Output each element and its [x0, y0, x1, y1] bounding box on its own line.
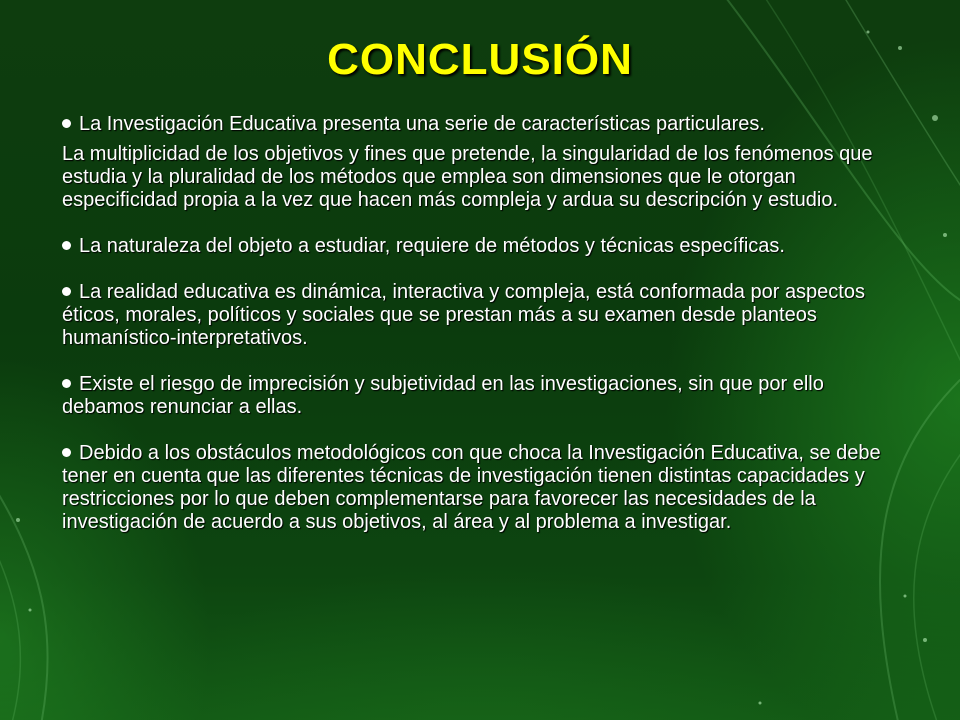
- bullet-point: [62, 281, 908, 350]
- slide-title: CONCLUSIÓN: [327, 35, 633, 84]
- bullet-point: [62, 235, 908, 258]
- point-text: La naturaleza del objeto a estudiar, requiere de métodos y técnicas específicas.: [79, 235, 785, 257]
- bullet-point: [62, 442, 908, 534]
- point-text: La Investigación Educativa presenta una serie de características particulares.: [79, 113, 765, 135]
- point-text: Debido a los obstáculos metodológicos con que choca la Investigación Educativa, se debe tener en cuenta que las diferentes técnicas de investigación tienen distintas capacidades y restricciones por lo que deben complementarse para favorecer las necesidades de la investigación de acuerdo a sus objetivos, al área y al problema a investigar.: [62, 442, 881, 533]
- bullet-point: [62, 373, 908, 419]
- bullet-point: [62, 113, 908, 136]
- bullet-icon: [62, 119, 71, 128]
- paragraph: [62, 143, 908, 212]
- point-text: Existe el riesgo de imprecisión y subjetividad en las investigaciones, sin que por ello debamos renunciar a ellas.: [62, 373, 824, 418]
- point-text: La multiplicidad de los objetivos y fines que pretende, la singularidad de los fenómenos que estudia y la pluralidad de los métodos que emplea son dimensiones que le otorgan especificidad propia a la vez que hacen más compleja y ardua su descripción y estudio.: [62, 143, 873, 211]
- bullet-icon: [62, 241, 71, 250]
- conclusion-body: [62, 113, 908, 534]
- bullet-icon: [62, 287, 71, 296]
- bullet-icon: [62, 379, 71, 388]
- point-text: La realidad educativa es dinámica, interactiva y compleja, está conformada por aspectos éticos, morales, políticos y sociales que se prestan más a su examen desde planteos humanístico-interpretativos.: [62, 281, 865, 349]
- bullet-icon: [62, 448, 71, 457]
